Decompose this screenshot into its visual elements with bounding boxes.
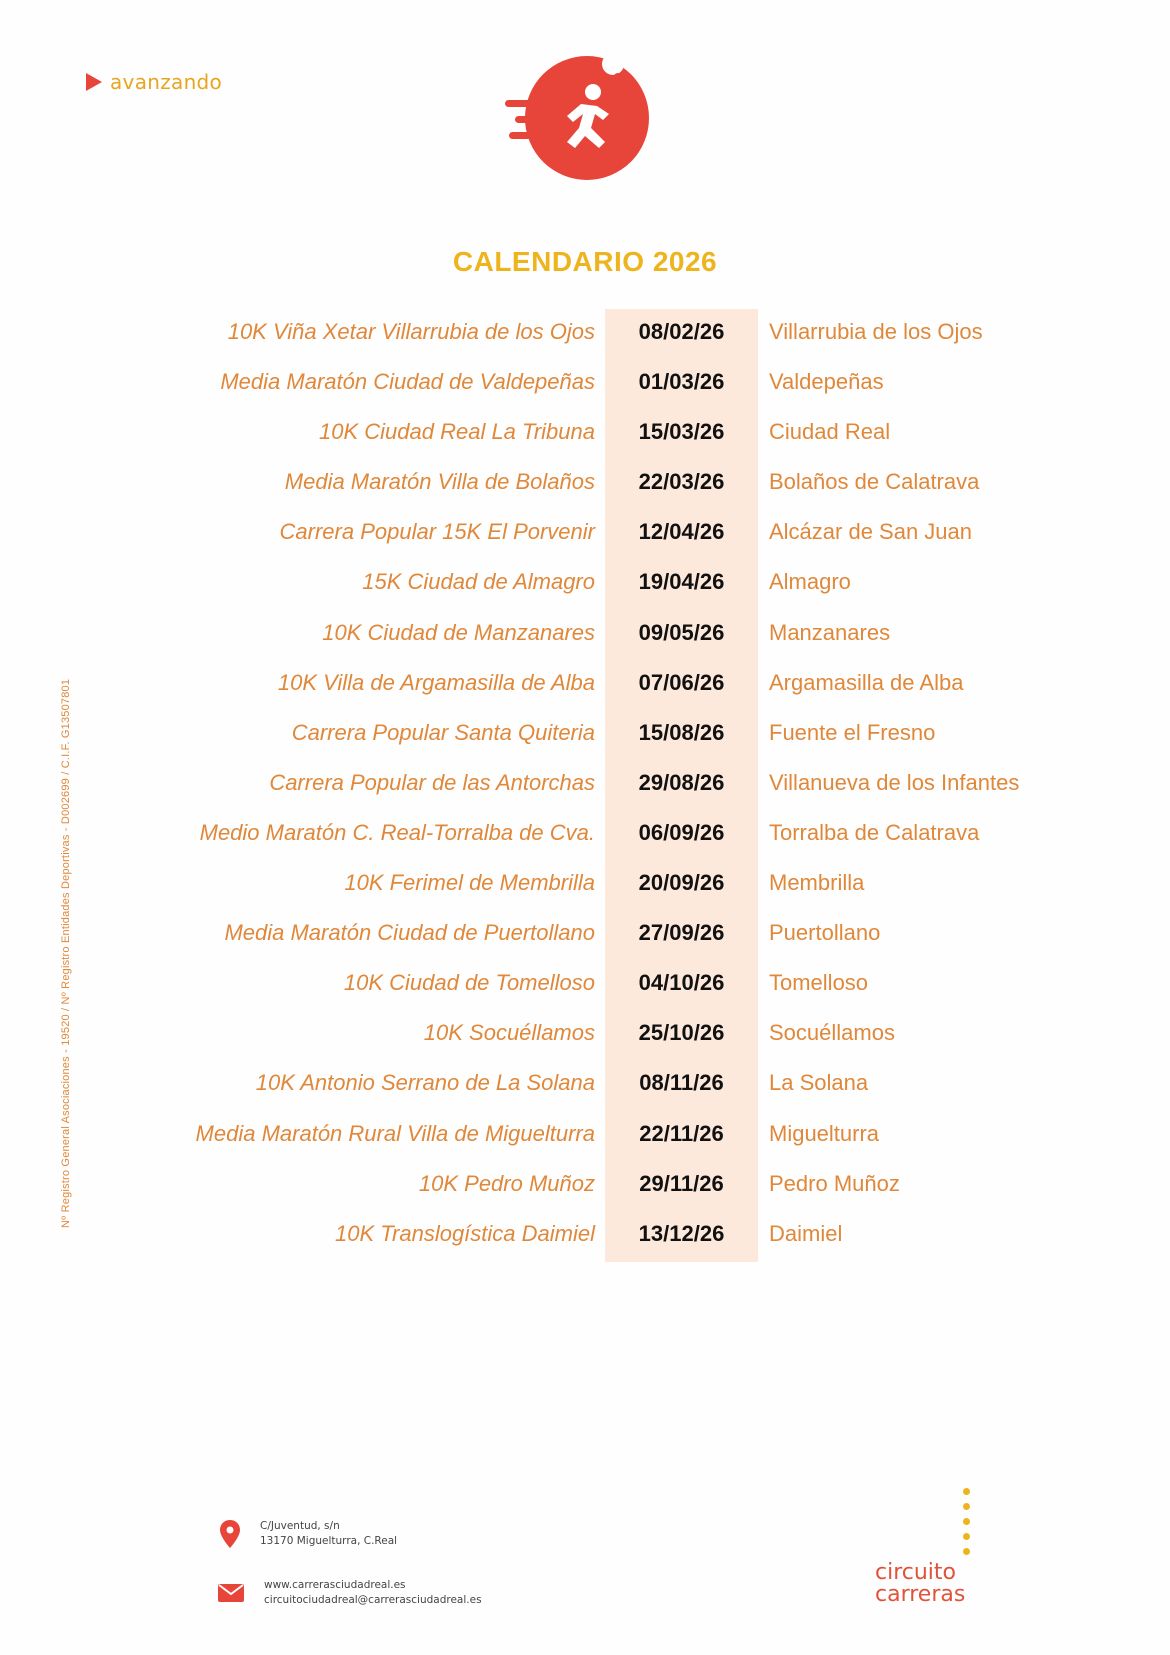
calendar-row xyxy=(0,660,1170,710)
speed-line xyxy=(515,116,545,123)
race-date: 19/04/26 xyxy=(638,569,725,595)
footer-address xyxy=(220,1519,397,1549)
race-date: 06/09/26 xyxy=(638,819,725,845)
address-line: 13170 Miguelturra, C.Real xyxy=(260,1535,398,1547)
race-name: Carrera Popular de las Antorchas xyxy=(269,769,595,795)
race-name: 10K Ciudad de Manzanares xyxy=(322,619,595,645)
circuito-carreras-brand xyxy=(875,1562,965,1606)
race-town: Alcázar de San Juan xyxy=(769,519,973,545)
race-town: Daimiel xyxy=(769,1220,843,1246)
page-title: CALENDARIO 2026 xyxy=(452,246,718,277)
race-name: 10K Ciudad Real La Tribuna xyxy=(319,419,595,445)
brand-line: circuito xyxy=(875,1560,957,1585)
race-name: 10K Socuéllamos xyxy=(423,1020,595,1046)
race-town: Fuente el Fresno xyxy=(769,719,936,745)
map-pin-icon xyxy=(220,1520,240,1548)
race-town: Manzanares xyxy=(769,619,891,645)
race-town: Puertollano xyxy=(769,920,881,946)
race-date: 01/03/26 xyxy=(638,369,725,395)
race-name: 10K Ciudad de Tomelloso xyxy=(343,970,595,996)
brand-line: carreras xyxy=(875,1582,966,1607)
runner-logo xyxy=(505,52,655,188)
race-date: 07/06/26 xyxy=(638,669,725,695)
race-name: 10K Viña Xetar Villarrubia de los Ojos xyxy=(227,319,595,344)
race-name: Media Maratón Ciudad de Puertollano xyxy=(224,920,595,946)
race-town: Torralba de Calatrava xyxy=(769,819,980,845)
race-date: 29/11/26 xyxy=(639,1170,724,1196)
avanzando-brand xyxy=(86,70,222,94)
calendar-row xyxy=(0,359,1170,409)
logo-notch xyxy=(602,53,624,75)
calendar-row xyxy=(0,910,1170,960)
race-date: 13/12/26 xyxy=(638,1220,725,1246)
race-town: Socuéllamos xyxy=(769,1020,895,1046)
race-date: 25/10/26 xyxy=(638,1020,725,1046)
calendar-row xyxy=(0,760,1170,810)
race-date: 12/04/26 xyxy=(638,519,725,545)
brand-dots xyxy=(963,1488,970,1563)
calendar-row xyxy=(0,860,1170,910)
race-date: 15/03/26 xyxy=(638,419,725,445)
race-town: Argamasilla de Alba xyxy=(769,669,964,695)
race-name: 10K Translogística Daimiel xyxy=(334,1220,595,1246)
calendar-row xyxy=(0,610,1170,660)
envelope-icon xyxy=(218,1584,244,1602)
race-date: 15/08/26 xyxy=(638,719,725,745)
race-town: Pedro Muñoz xyxy=(769,1170,900,1196)
calendar-row xyxy=(0,960,1170,1010)
calendar-row xyxy=(0,409,1170,459)
race-date: 20/09/26 xyxy=(638,870,725,896)
race-name: Carrera Popular Santa Quiteria xyxy=(291,719,595,745)
footer-contact xyxy=(218,1578,482,1608)
race-date: 27/09/26 xyxy=(638,920,725,946)
race-town: Miguelturra xyxy=(769,1120,880,1146)
race-name: Media Maratón Villa de Bolaños xyxy=(284,469,595,495)
calendar-row xyxy=(0,710,1170,760)
website-link[interactable]: www.carrerasciudadreal.es xyxy=(264,1579,406,1591)
play-arrow-icon xyxy=(86,73,102,91)
race-name: Media Maratón Rural Villa de Miguelturra xyxy=(195,1120,595,1146)
email-link[interactable]: circuitociudadreal@carrerasciudadreal.es xyxy=(264,1594,482,1606)
speed-line xyxy=(505,100,539,107)
race-town: Almagro xyxy=(769,569,851,595)
race-town: Tomelloso xyxy=(769,970,869,996)
race-date: 04/10/26 xyxy=(638,970,725,996)
calendar-row xyxy=(0,1111,1170,1161)
calendar-row xyxy=(0,309,1170,359)
race-name: 10K Ferimel de Membrilla xyxy=(344,870,595,896)
race-town: Membrilla xyxy=(769,870,865,896)
speed-line xyxy=(509,132,539,139)
race-town: Valdepeñas xyxy=(769,369,884,395)
race-name: Carrera Popular 15K El Porvenir xyxy=(279,519,595,545)
calendar-row xyxy=(0,459,1170,509)
race-town: Villarrubia de los Ojos xyxy=(769,319,983,344)
race-name: 15K Ciudad de Almagro xyxy=(362,569,595,595)
race-name: Media Maratón Ciudad de Valdepeñas xyxy=(220,369,595,395)
calendar-row xyxy=(0,1060,1170,1110)
calendar-row xyxy=(0,1161,1170,1211)
race-town: Ciudad Real xyxy=(769,419,891,445)
race-town: La Solana xyxy=(769,1070,869,1096)
race-date: 09/05/26 xyxy=(638,619,725,645)
race-town: Villanueva de los Infantes xyxy=(769,769,1020,795)
race-date: 08/02/26 xyxy=(638,319,725,344)
race-date: 22/11/26 xyxy=(639,1120,724,1146)
calendar-row xyxy=(0,559,1170,609)
race-date: 22/03/26 xyxy=(638,469,725,495)
race-name: 10K Pedro Muñoz xyxy=(418,1170,595,1196)
race-date: 29/08/26 xyxy=(638,769,725,795)
calendar-row xyxy=(0,509,1170,559)
race-name: Medio Maratón C. Real-Torralba de Cva. xyxy=(199,819,595,845)
calendar-row xyxy=(0,1211,1170,1261)
race-date: 08/11/26 xyxy=(639,1070,724,1096)
race-town: Bolaños de Calatrava xyxy=(769,469,980,495)
race-name: 10K Villa de Argamasilla de Alba xyxy=(277,669,595,695)
address-line: C/Juventud, s/n xyxy=(260,1520,340,1532)
race-name: 10K Antonio Serrano de La Solana xyxy=(255,1070,595,1096)
registry-note: Nº Registro General Asociaciones - 19520 / Nº Registro Entidades Deportivas - D002699 / C.I.F. G13507801 xyxy=(60,678,72,1228)
calendar-row xyxy=(0,810,1170,860)
brand-word: avanzando xyxy=(110,70,223,94)
calendar-list xyxy=(0,309,1170,1261)
calendar-row xyxy=(0,1010,1170,1060)
